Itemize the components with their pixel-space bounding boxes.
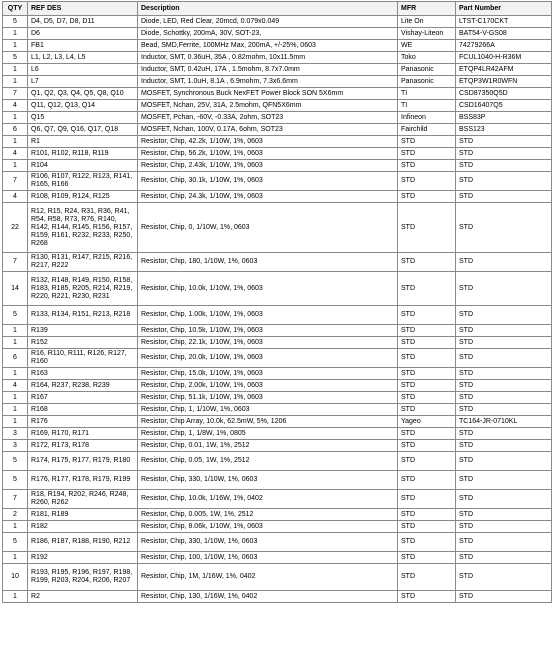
part-number-cell: STD [456, 325, 552, 337]
description-cell: Inductor, SMT, 0.42uH, 17A , 1.5mohm, 8.7x7.0mm [138, 64, 398, 76]
table-row [3, 349, 552, 368]
part-number-cell: ETQP3W1R0WFN [456, 76, 552, 88]
description-cell: Resistor, Chip, 24.3k, 1/10W, 1%, 0603 [138, 191, 398, 203]
ref-des-cell: FB1 [28, 40, 138, 52]
table-row [3, 203, 552, 253]
part-number-header: Part Number [456, 2, 552, 16]
qty-cell: 7 [3, 88, 28, 100]
mfr-cell: STD [398, 452, 456, 471]
mfr-cell: Panasonic [398, 64, 456, 76]
table-row [3, 337, 552, 349]
qty-cell: 1 [3, 591, 28, 603]
table-row [3, 28, 552, 40]
mfr-cell: STD [398, 172, 456, 191]
qty-cell: 1 [3, 136, 28, 148]
ref-des-cell: Q6, Q7, Q9, Q16, Q17, Q18 [28, 124, 138, 136]
table-row [3, 521, 552, 533]
description-cell: Resistor, Chip, 8.06k, 1/10W, 1%, 0603 [138, 521, 398, 533]
ref-des-cell: R186, R187, R188, R190, R212 [28, 533, 138, 552]
mfr-cell: TI [398, 88, 456, 100]
qty-cell: 1 [3, 337, 28, 349]
table-row [3, 172, 552, 191]
qty-cell: 1 [3, 404, 28, 416]
description-cell: Resistor, Chip, 56.2k, 1/10W, 1%, 0603 [138, 148, 398, 160]
mfr-cell: Toko [398, 52, 456, 64]
qty-cell: 3 [3, 440, 28, 452]
qty-cell: 1 [3, 160, 28, 172]
description-cell: Resistor, Chip, 42.2k, 1/10W, 1%, 0603 [138, 136, 398, 148]
mfr-cell: STD [398, 253, 456, 272]
table-row [3, 148, 552, 160]
mfr-cell: Fairchild [398, 124, 456, 136]
qty-cell: 1 [3, 416, 28, 428]
table-row [3, 112, 552, 124]
description-cell: Resistor, Chip Array, 10.0k, 62.5mW, 5%, 1206 [138, 416, 398, 428]
part-number-cell: TC164-JR-0710KL [456, 416, 552, 428]
part-number-cell: STD [456, 440, 552, 452]
part-number-cell: STD [456, 337, 552, 349]
qty-cell: 4 [3, 100, 28, 112]
description-cell: Resistor, Chip, 330, 1/10W, 1%, 0603 [138, 533, 398, 552]
part-number-cell: STD [456, 452, 552, 471]
part-number-cell: FCUL1040-H-R36M [456, 52, 552, 64]
description-cell: Resistor, Chip, 0.005, 1W, 1%, 2512 [138, 509, 398, 521]
table-row [3, 392, 552, 404]
qty-cell: 5 [3, 16, 28, 28]
table-row [3, 136, 552, 148]
part-number-cell: STD [456, 306, 552, 325]
ref-des-cell: R12, R15, R24, R31, R36, R41, R54, R58, R73, R76, R140, R142, R144, R145, R156, R157, R159, R161, R232, R233, R250, R268 [28, 203, 138, 253]
mfr-cell: STD [398, 490, 456, 509]
part-number-cell: STD [456, 136, 552, 148]
ref-des-cell: R176, R177, R178, R179, R199 [28, 471, 138, 490]
part-number-cell: STD [456, 272, 552, 306]
description-cell: Resistor, Chip, 1, 1/8W, 1%, 0805 [138, 428, 398, 440]
description-cell: MOSFET, Synchronous Buck NexFET Power Block SON 5X6mm [138, 88, 398, 100]
table-row [3, 52, 552, 64]
description-cell: Resistor, Chip, 0.05, 1W, 1%, 2512 [138, 452, 398, 471]
table-row [3, 40, 552, 52]
part-number-cell: STD [456, 428, 552, 440]
qty-cell: 5 [3, 471, 28, 490]
ref-des-cell: R168 [28, 404, 138, 416]
table-row [3, 160, 552, 172]
ref-des-cell: R169, R170, R171 [28, 428, 138, 440]
description-cell: Resistor, Chip, 15.0k, 1/10W, 1%, 0603 [138, 368, 398, 380]
ref-des-cell: R18, R194, R202, R246, R248, R260, R262 [28, 490, 138, 509]
description-cell: Resistor, Chip, 1.00k, 1/10W, 1%, 0603 [138, 306, 398, 325]
mfr-cell: STD [398, 160, 456, 172]
part-number-cell: CSD16407Q5 [456, 100, 552, 112]
part-number-cell: BSS83P [456, 112, 552, 124]
mfr-cell: STD [398, 392, 456, 404]
qty-cell: 5 [3, 533, 28, 552]
qty-cell: 1 [3, 76, 28, 88]
qty-cell: 4 [3, 191, 28, 203]
mfr-cell: STD [398, 428, 456, 440]
description-cell: Resistor, Chip, 1, 1/10W, 1%, 0603 [138, 404, 398, 416]
mfr-cell: Panasonic [398, 76, 456, 88]
mfr-cell: STD [398, 591, 456, 603]
description-cell: Resistor, Chip, 20.0k, 1/10W, 1%, 0603 [138, 349, 398, 368]
ref-des-cell: Q15 [28, 112, 138, 124]
part-number-cell: STD [456, 203, 552, 253]
qty-cell: 6 [3, 124, 28, 136]
mfr-cell: Infineon [398, 112, 456, 124]
ref-des-cell: R164, R237, R238, R239 [28, 380, 138, 392]
qty-cell: 5 [3, 452, 28, 471]
part-number-cell: STD [456, 172, 552, 191]
table-row [3, 306, 552, 325]
ref-des-cell: R182 [28, 521, 138, 533]
table-row [3, 88, 552, 100]
qty-header: QTY [3, 2, 28, 16]
qty-cell: 1 [3, 521, 28, 533]
table-row [3, 509, 552, 521]
table-row [3, 591, 552, 603]
qty-cell: 1 [3, 392, 28, 404]
description-cell: MOSFET, Nchan, 100V, 0.17A, 6ohm, SOT23 [138, 124, 398, 136]
part-number-cell: STD [456, 471, 552, 490]
mfr-cell: STD [398, 440, 456, 452]
table-row [3, 416, 552, 428]
mfr-cell: STD [398, 471, 456, 490]
table-row [3, 428, 552, 440]
ref-des-cell: R176 [28, 416, 138, 428]
qty-cell: 4 [3, 148, 28, 160]
ref-des-cell: R1 [28, 136, 138, 148]
description-cell: Resistor, Chip, 10.0k, 1/16W, 1%, 0402 [138, 490, 398, 509]
part-number-cell: 74279266A [456, 40, 552, 52]
mfr-cell: TI [398, 100, 456, 112]
ref-des-cell: D4, D5, D7, D8, D11 [28, 16, 138, 28]
ref-des-cell: R130, R131, R147, R215, R216, R217, R222 [28, 253, 138, 272]
mfr-cell: STD [398, 203, 456, 253]
table-row [3, 253, 552, 272]
table-row [3, 325, 552, 337]
qty-cell: 14 [3, 272, 28, 306]
ref-des-cell: R163 [28, 368, 138, 380]
mfr-cell: STD [398, 564, 456, 591]
qty-cell: 1 [3, 552, 28, 564]
part-number-cell: STD [456, 380, 552, 392]
table-row [3, 452, 552, 471]
mfr-cell: STD [398, 404, 456, 416]
description-cell: Resistor, Chip, 0.01, 1W, 1%, 2512 [138, 440, 398, 452]
description-cell: Resistor, Chip, 51.1k, 1/10W, 1%, 0603 [138, 392, 398, 404]
table-row [3, 490, 552, 509]
description-cell: Inductor, SMT, 1.0uH, 8.1A , 6.9mohm, 7.3x6.6mm [138, 76, 398, 88]
ref-des-cell: R181, R189 [28, 509, 138, 521]
part-number-cell: STD [456, 349, 552, 368]
mfr-cell: WE [398, 40, 456, 52]
description-cell: MOSFET, Nchan, 25V, 31A, 2.5mohm, QFN5X6mm [138, 100, 398, 112]
ref-des-cell: R108, R109, R124, R125 [28, 191, 138, 203]
ref-des-cell: R104 [28, 160, 138, 172]
part-number-cell: STD [456, 392, 552, 404]
description-cell: Inductor, SMT, 0.36uH, 35A , 0.82mohm, 10x11.5mm [138, 52, 398, 64]
ref-des-cell: R132, R148, R149, R150, R158, R183, R185, R205, R214, R219, R220, R221, R230, R231 [28, 272, 138, 306]
mfr-cell: STD [398, 191, 456, 203]
ref-des-cell: D6 [28, 28, 138, 40]
part-number-cell: STD [456, 191, 552, 203]
part-number-cell: STD [456, 253, 552, 272]
part-number-cell: STD [456, 404, 552, 416]
part-number-cell: STD [456, 533, 552, 552]
qty-cell: 3 [3, 428, 28, 440]
qty-cell: 1 [3, 40, 28, 52]
ref-des-cell: R2 [28, 591, 138, 603]
bom-table [2, 1, 552, 603]
part-number-cell: STD [456, 160, 552, 172]
part-number-cell: BSS123 [456, 124, 552, 136]
ref-des-cell: Q1, Q2, Q3, Q4, Q5, Q8, Q10 [28, 88, 138, 100]
description-cell: Resistor, Chip, 2.43k, 1/10W, 1%, 0603 [138, 160, 398, 172]
description-cell: Resistor, Chip, 30.1k, 1/10W, 1%, 0603 [138, 172, 398, 191]
table-row [3, 404, 552, 416]
ref-des-header: REF DES [28, 2, 138, 16]
table-row [3, 100, 552, 112]
ref-des-cell: R167 [28, 392, 138, 404]
mfr-cell: STD [398, 349, 456, 368]
table-row [3, 380, 552, 392]
qty-cell: 22 [3, 203, 28, 253]
part-number-cell: STD [456, 368, 552, 380]
description-cell: Resistor, Chip, 330, 1/10W, 1%, 0603 [138, 471, 398, 490]
part-number-cell: STD [456, 148, 552, 160]
ref-des-cell: R106, R107, R122, R123, R141, R165, R166 [28, 172, 138, 191]
part-number-cell: STD [456, 552, 552, 564]
table-row [3, 16, 552, 28]
qty-cell: 5 [3, 52, 28, 64]
table-row [3, 368, 552, 380]
table-row [3, 272, 552, 306]
mfr-cell: STD [398, 325, 456, 337]
table-row [3, 471, 552, 490]
ref-des-cell: R192 [28, 552, 138, 564]
qty-cell: 1 [3, 112, 28, 124]
ref-des-cell: R139 [28, 325, 138, 337]
description-cell: Resistor, Chip, 2.00k, 1/10W, 1%, 0603 [138, 380, 398, 392]
ref-des-cell: Q11, Q12, Q13, Q14 [28, 100, 138, 112]
table-row [3, 124, 552, 136]
qty-cell: 2 [3, 509, 28, 521]
qty-cell: 7 [3, 253, 28, 272]
description-cell: Resistor, Chip, 100, 1/10W, 1%, 0603 [138, 552, 398, 564]
description-cell: Diode, LED, Red Clear, 20mcd, 0.079x0.049 [138, 16, 398, 28]
mfr-cell: STD [398, 337, 456, 349]
mfr-cell: STD [398, 380, 456, 392]
mfr-cell: Vishay-Liteon [398, 28, 456, 40]
part-number-cell: STD [456, 564, 552, 591]
table-row [3, 440, 552, 452]
mfr-cell: STD [398, 533, 456, 552]
mfr-cell: STD [398, 552, 456, 564]
description-cell: Resistor, Chip, 180, 1/10W, 1%, 0603 [138, 253, 398, 272]
table-row [3, 76, 552, 88]
part-number-cell: STD [456, 591, 552, 603]
description-cell: Resistor, Chip, 0, 1/10W, 1%, 0603 [138, 203, 398, 253]
description-header: Description [138, 2, 398, 16]
ref-des-cell: R101, R102, R118, R119 [28, 148, 138, 160]
qty-cell: 1 [3, 325, 28, 337]
qty-cell: 5 [3, 306, 28, 325]
mfr-cell: STD [398, 521, 456, 533]
mfr-cell: STD [398, 148, 456, 160]
qty-cell: 7 [3, 172, 28, 191]
description-cell: Resistor, Chip, 22.1k, 1/10W, 1%, 0603 [138, 337, 398, 349]
part-number-cell: ETQP4LR42AFM [456, 64, 552, 76]
mfr-cell: STD [398, 306, 456, 325]
mfr-cell: Lite On [398, 16, 456, 28]
description-cell: Resistor, Chip, 10.0k, 1/10W, 1%, 0603 [138, 272, 398, 306]
description-cell: Resistor, Chip, 1M, 1/16W, 1%, 0402 [138, 564, 398, 591]
qty-cell: 6 [3, 349, 28, 368]
ref-des-cell: L6 [28, 64, 138, 76]
description-cell: Diode, Schottky, 200mA, 30V, SOT-23, [138, 28, 398, 40]
part-number-cell: STD [456, 509, 552, 521]
part-number-cell: BAT54-V-GS08 [456, 28, 552, 40]
ref-des-cell: R16, R110, R111, R126, R127, R160 [28, 349, 138, 368]
mfr-header: MFR [398, 2, 456, 16]
table-row [3, 533, 552, 552]
part-number-cell: LTST-C170CKT [456, 16, 552, 28]
qty-cell: 1 [3, 368, 28, 380]
part-number-cell: STD [456, 490, 552, 509]
ref-des-cell: R174, R175, R177, R179, R180 [28, 452, 138, 471]
ref-des-cell: L7 [28, 76, 138, 88]
part-number-cell: STD [456, 521, 552, 533]
ref-des-cell: R152 [28, 337, 138, 349]
header-row [3, 2, 552, 16]
part-number-cell: CSD87350Q5D [456, 88, 552, 100]
bom-body [3, 16, 552, 603]
qty-cell: 1 [3, 28, 28, 40]
description-cell: Bead, SMD,Ferrite, 100MHz Max, 200mA, +/-25%, 0603 [138, 40, 398, 52]
table-row [3, 552, 552, 564]
ref-des-cell: R133, R134, R151, R213, R218 [28, 306, 138, 325]
ref-des-cell: R193, R195, R196, R197, R198, R199, R203, R204, R206, R207 [28, 564, 138, 591]
description-cell: MOSFET, Pchan, -60V, -0.33A, 2ohm, SOT23 [138, 112, 398, 124]
table-row [3, 191, 552, 203]
qty-cell: 7 [3, 490, 28, 509]
mfr-cell: STD [398, 272, 456, 306]
qty-cell: 1 [3, 64, 28, 76]
description-cell: Resistor, Chip, 130, 1/16W, 1%, 0402 [138, 591, 398, 603]
table-row [3, 564, 552, 591]
mfr-cell: STD [398, 509, 456, 521]
mfr-cell: Yageo [398, 416, 456, 428]
ref-des-cell: R172, R173, R178 [28, 440, 138, 452]
mfr-cell: STD [398, 136, 456, 148]
ref-des-cell: L1, L2, L3, L4, L5 [28, 52, 138, 64]
qty-cell: 10 [3, 564, 28, 591]
table-row [3, 64, 552, 76]
mfr-cell: STD [398, 368, 456, 380]
description-cell: Resistor, Chip, 10.5k, 1/10W, 1%, 0603 [138, 325, 398, 337]
qty-cell: 4 [3, 380, 28, 392]
